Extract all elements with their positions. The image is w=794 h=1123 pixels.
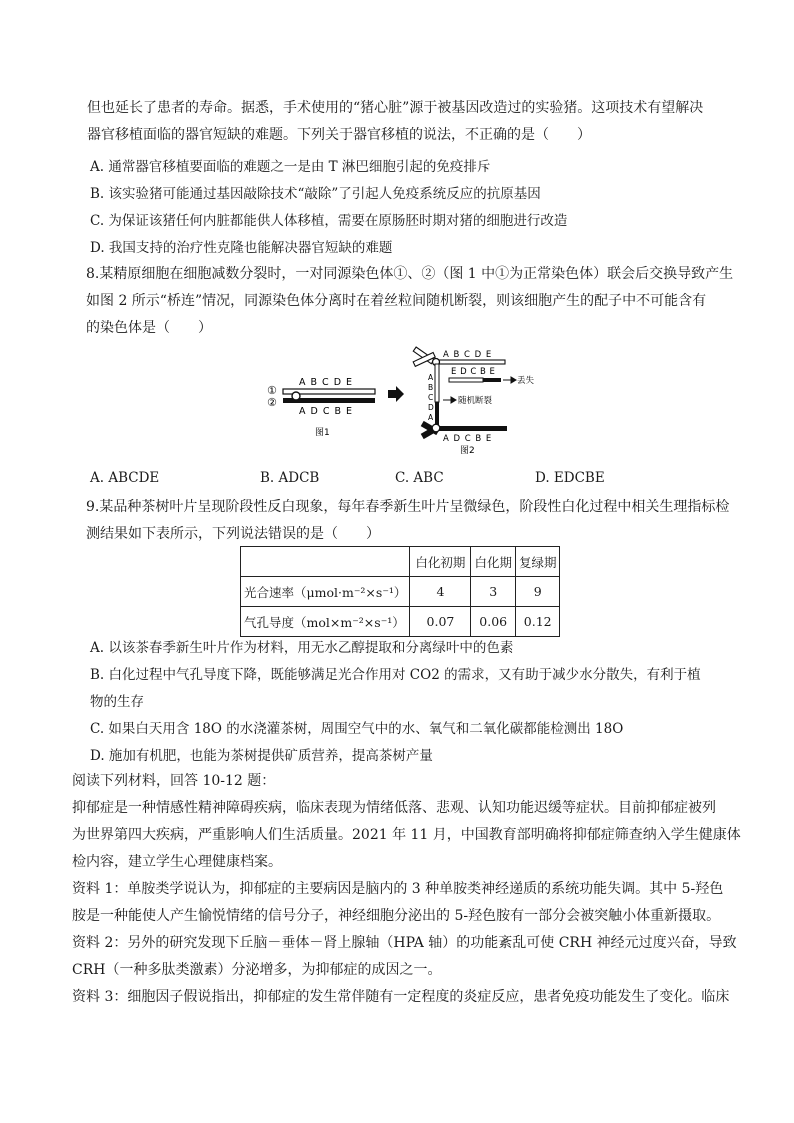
q7-stem-line1: 但也延长了患者的寿命。据悉，手术使用的“猪心脏”源于被基因改造过的实验猪。这项技术有望解决 [87, 100, 704, 116]
passage-line: CRH（一种多肽类激素）分泌增多，为抑郁症的成因之一。 [72, 962, 442, 978]
chromosome-figure [255, 340, 545, 465]
table-header-empty [241, 547, 410, 577]
table-row-label: 气孔导度（mol×m⁻²×s⁻¹） [241, 607, 410, 637]
table-cell: 4 [410, 577, 471, 607]
fig2-vertical-c: C [428, 393, 434, 402]
passage-line: 检内容，建立学生心理健康档案。 [72, 854, 282, 870]
fig2-middle-sequence: E D C B E [451, 367, 496, 377]
q8-option-c: C. ABC [395, 470, 444, 486]
fig2-upper-left-arms [413, 347, 435, 366]
passage-line: 资料 2：另外的研究发现下丘脑－垂体－肾上腺轴（HPA 轴）的功能紊乱可使 CRH 神经元过度兴奋，导致 [72, 935, 737, 951]
fig1-caption: 图1 [315, 428, 330, 438]
table-row-label: 光合速率（μmol·m⁻²×s⁻¹） [241, 577, 410, 607]
passage-intro: 阅读下列材料，回答 10-12 题： [72, 773, 276, 789]
q8-option-a: A. ABCDE [90, 470, 160, 486]
fig2-middle-fragment [449, 378, 483, 382]
q9-option-b: B. 白化过程中气孔导度下降，既能够满足光合作用对 CO2 的需求，又有助于减少水分散失，有利于植 [90, 667, 701, 683]
q9-option-c: C. 如果白天用含 18O 的水浇灌茶树，周围空气中的水、氧气和二氧化碳都能检测出 18O [90, 721, 624, 737]
fig2-bridge-white [435, 364, 439, 402]
arrow-icon [388, 386, 404, 402]
table-cell: 3 [471, 577, 516, 607]
table-row [241, 607, 560, 637]
q8-stem-line3: 的染色体是（ ） [86, 320, 212, 336]
passage-line: 资料 3：细胞因子假说指出，抑郁症的发生常伴随有一定程度的炎症反应，患者免疫功能发生了变化。临床 [72, 989, 730, 1005]
q8-option-b: B. ADCB [260, 470, 320, 486]
passage-line: 资料 1：单胺类学说认为，抑郁症的主要病因是脑内的 3 种单胺类神经递质的系统功能失调。其中 5-羟色 [72, 881, 724, 897]
table-cell: 0.06 [471, 607, 516, 637]
q7-option-d: D. 我国支持的治疗性克隆也能解决器官短缺的难题 [90, 240, 393, 256]
table-cell: 9 [515, 577, 560, 607]
fig2-bottom-sequence: A D C B E [443, 434, 493, 444]
table-row [241, 577, 560, 607]
q9-option-b-cont: 物的生存 [90, 694, 144, 710]
fig2-middle-fragment-dark [483, 378, 501, 382]
q7-option-b: B. 该实验猪可能通过基因敲除技术“敲除”了引起人免疫系统反应的抗原基因 [90, 186, 541, 202]
q9-option-a: A. 以该茶春季新生叶片作为材料，用无水乙醇提取和分离绿叶中的色素 [90, 640, 514, 656]
passage-line: 为世界第四大疾病，严重影响人们生活质量。2021 年 11 月，中国教育部明确将抑郁症筛查纳入学生健康体 [72, 827, 741, 843]
q9-stem-line1: 9.某品种茶树叶片呈现阶段性反白现象，每年春季新生叶片呈微绿色，阶段性白化过程中相关生理指标检 [86, 499, 730, 515]
break-arrow-icon [443, 397, 456, 403]
table-header-early: 白化初期 [410, 547, 471, 577]
table-header-albino: 白化期 [471, 547, 516, 577]
passage-line: 胺是一种能使人产生愉悦情绪的信号分子，神经细胞分泌出的 5-羟色胺有一部分会被突触小体重新摄取。 [72, 908, 721, 924]
table-header-regreen: 复绿期 [515, 547, 560, 577]
lost-arrow-icon [503, 377, 516, 383]
passage-line: 抑郁症是一种情感性精神障碍疾病，临床表现为情绪低落、悲观、认知功能迟缓等症状。目前抑郁症被列 [72, 800, 716, 816]
fig2-caption: 图2 [460, 446, 475, 456]
table-cell: 0.07 [410, 607, 471, 637]
fig1-label-1: ① [267, 384, 277, 397]
q9-data-table [240, 546, 560, 637]
fig2-bottom-chromosome [435, 426, 507, 431]
q7-stem-line2: 器官移植面临的器官短缺的难题。下列关于器官移植的说法，不正确的是（ ） [87, 127, 591, 143]
q8-stem-line2: 如图 2 所示“桥连”情况，同源染色体分离时在着丝粒间随机断裂，则该细胞产生的配子中不可能含有 [86, 293, 707, 309]
q7-option-a: A. 通常器官移植要面临的难题之一是由 T 淋巴细胞引起的免疫排斥 [90, 159, 491, 175]
break-label: 随机断裂 [458, 396, 493, 406]
q9-option-d: D. 施加有机肥，也能为茶树提供矿质营养，提高茶树产量 [90, 748, 433, 764]
fig1-label-2: ② [267, 396, 277, 409]
q9-stem-line2: 测结果如下表所示，下列说法错误的是（ ） [86, 526, 380, 542]
fig2-vertical-d: D [428, 403, 434, 412]
q8-stem-line1: 8.某精原细胞在细胞减数分裂时，一对同源染色体①、②（图 1 中①为正常染色体）联会后交换导致产生 [86, 266, 734, 282]
fig2-top-sequence: A B C D E [443, 350, 493, 360]
fig2-vertical-b: B [428, 383, 434, 392]
table-cell: 0.12 [515, 607, 560, 637]
q7-option-c: C. 为保证该猪任何内脏都能供人体移植，需要在原肠胚时期对猪的细胞进行改造 [90, 213, 568, 229]
fig1-centromere [292, 392, 300, 400]
fig1-bottom-sequence: A D C B E [299, 406, 354, 417]
table-header-row [241, 547, 560, 577]
fig2-top-chromosome [435, 360, 505, 364]
fig2-vertical-a: A [428, 373, 434, 382]
fig2-bottom-centromere [432, 424, 440, 432]
fig2-vertical-a2: A [428, 413, 434, 422]
fig1-top-sequence: A B C D E [299, 377, 354, 388]
q8-option-d: D. EDCBE [535, 470, 605, 486]
lost-label: 丢失 [517, 376, 535, 386]
